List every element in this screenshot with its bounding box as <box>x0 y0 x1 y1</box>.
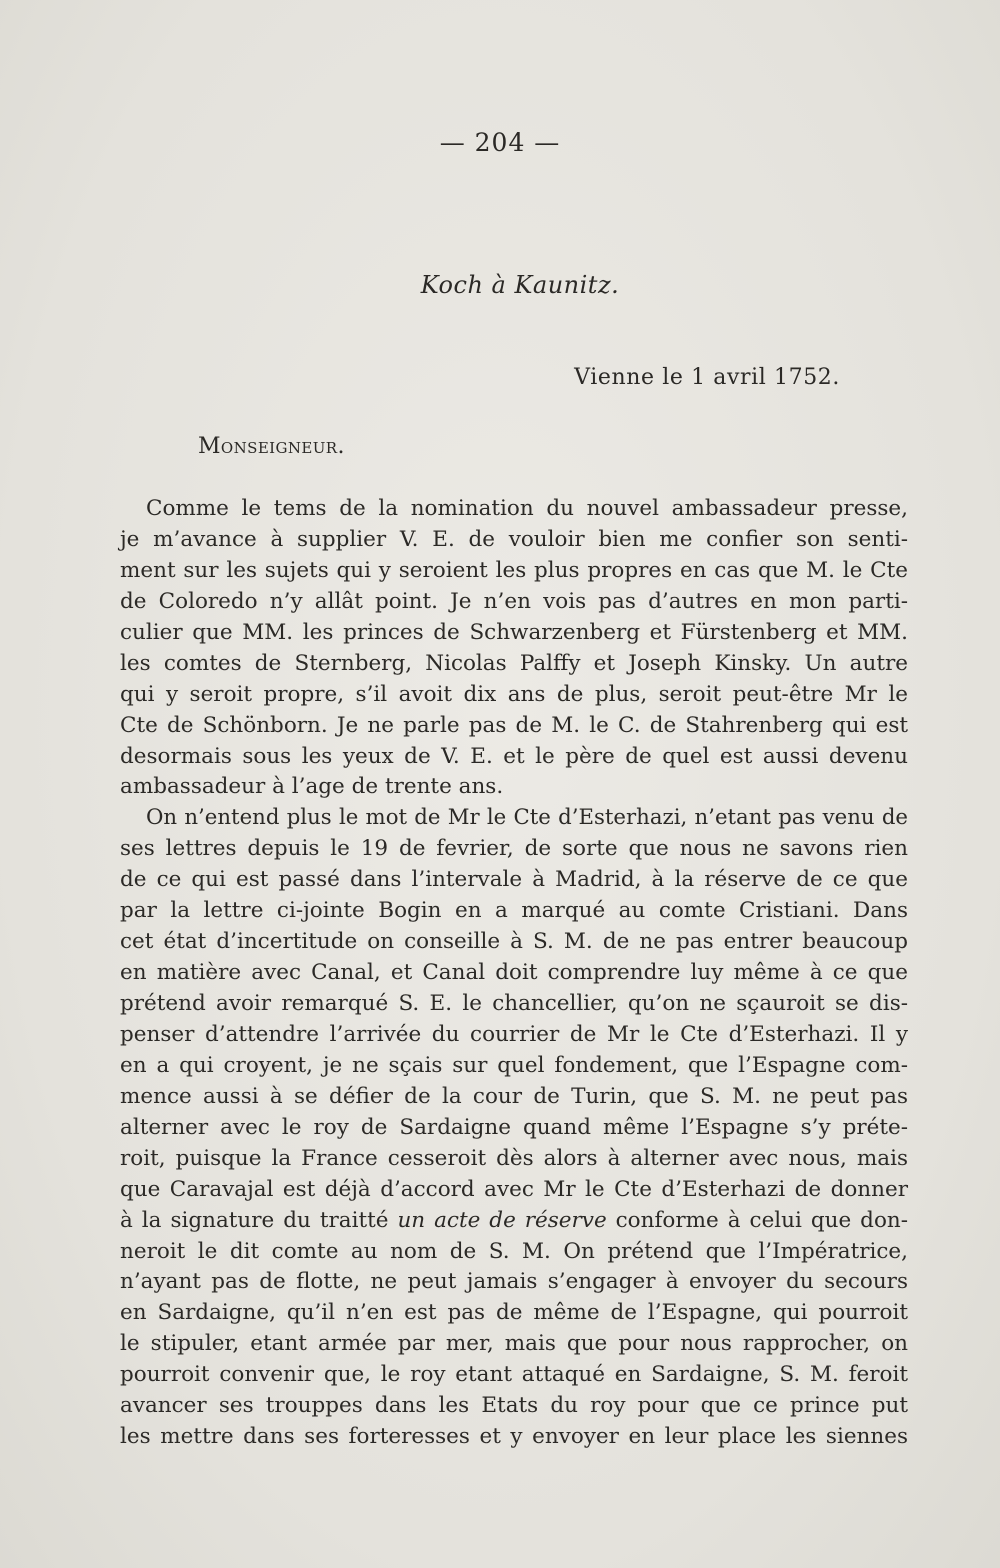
text-line: avancer ses trouppes dans les Etats du roy pour que ce prince put <box>120 1393 908 1419</box>
letter-body <box>120 494 908 1453</box>
text-line: alterner avec le roy de Sardaigne quand même l’Espagne s’y préte- <box>120 1114 908 1140</box>
text-line: penser d’attendre l’arrivée du courrier de Mr le Cte d’Esterhazi. Il y <box>120 1021 908 1047</box>
text-line: Cte de Schönborn. Je ne parle pas de M. le C. de Stahrenberg qui est <box>120 712 908 738</box>
text-line: pourroit convenir que, le roy etant attaqué en Sardaigne, S. M. feroit <box>120 1362 908 1388</box>
text-line: neroit le dit comte au nom de S. M. On prétend que l’Impératrice, <box>120 1238 908 1264</box>
dateline: Vienne le 1 avril 1752. <box>574 365 840 390</box>
text-line: roit, puisque la France cesseroit dès alors à alterner avec nous, mais <box>120 1145 908 1171</box>
text-line: par la lettre ci-jointe Bogin en a marqué au comte Cristiani. Dans <box>120 898 908 924</box>
text-line: qui y seroit propre, s’il avoit dix ans de plus, seroit peut-être Mr le <box>120 681 908 707</box>
text-line: en matière avec Canal, et Canal doit comprendre luy même à ce que <box>120 960 908 986</box>
text-line: en a qui croyent, je ne sçais sur quel fondement, que l’Espagne com- <box>120 1052 908 1078</box>
text-line: cet état d’incertitude on conseille à S. M. de ne pas entrer beaucoup <box>120 929 908 955</box>
text-line: de ce qui est passé dans l’intervale à Madrid, à la réserve de ce que <box>120 867 908 893</box>
page-number: — 204 — <box>439 128 561 157</box>
line-end: conforme à celui que don- <box>606 1207 908 1233</box>
text-line: mence aussi à se défier de la cour de Turin, que S. M. ne peut pas <box>120 1083 908 1109</box>
text-line: ment sur les sujets qui y seroient les plus propres en cas que M. le Cte <box>120 557 908 583</box>
text-line: ses lettres depuis le 19 de fevrier, de sorte que nous ne savons rien <box>120 836 908 862</box>
text-line: de Coloredo n’y allât point. Je n’en vois pas d’autres en mon parti- <box>120 588 908 614</box>
text-line: je m’avance à supplier V. E. de vouloir bien me confier son senti- <box>120 526 908 552</box>
text-line: que Caravajal est déjà d’accord avec Mr le Cte d’Esterhazi de donner <box>120 1176 908 1202</box>
text-line: en Sardaigne, qu’il n’en est pas de même de l’Espagne, qui pourroit <box>120 1300 908 1326</box>
text-line: On n’entend plus le mot de Mr le Cte d’Esterhazi, n’etant pas venu de <box>146 805 908 831</box>
text-line: le stipuler, etant armée par mer, mais que pour nous rapprocher, on <box>120 1331 908 1357</box>
italic-phrase: un acte de réserve <box>397 1207 607 1233</box>
text-line: les comtes de Sternberg, Nicolas Palffy et Joseph Kinsky. Un autre <box>120 650 908 676</box>
text-line: Comme le tems de la nomination du nouvel ambassadeur presse, <box>146 496 908 521</box>
text-line: culier que MM. les princes de Schwarzenberg et Fürstenberg et MM. <box>120 619 908 645</box>
text-line: les mettre dans ses forteresses et y envoyer en leur place les siennes <box>120 1424 908 1450</box>
text-line: desormais sous les yeux de V. E. et le père de quel est aussi devenu <box>120 743 908 769</box>
text-line: prétend avoir remarqué S. E. le chancellier, qu’on ne sçauroit se dis- <box>120 991 908 1016</box>
salutation: Monseigneur. <box>198 434 345 459</box>
text-line: n’ayant pas de flotte, ne peut jamais s’engager à envoyer du secours <box>120 1269 908 1295</box>
line-start: à la signature du traitté <box>120 1207 398 1233</box>
letter-title: Koch à Kaunitz. <box>420 271 620 299</box>
text-line-mixed <box>120 1206 908 1237</box>
text-line: ambassadeur à l’age de trente ans. <box>120 774 504 800</box>
